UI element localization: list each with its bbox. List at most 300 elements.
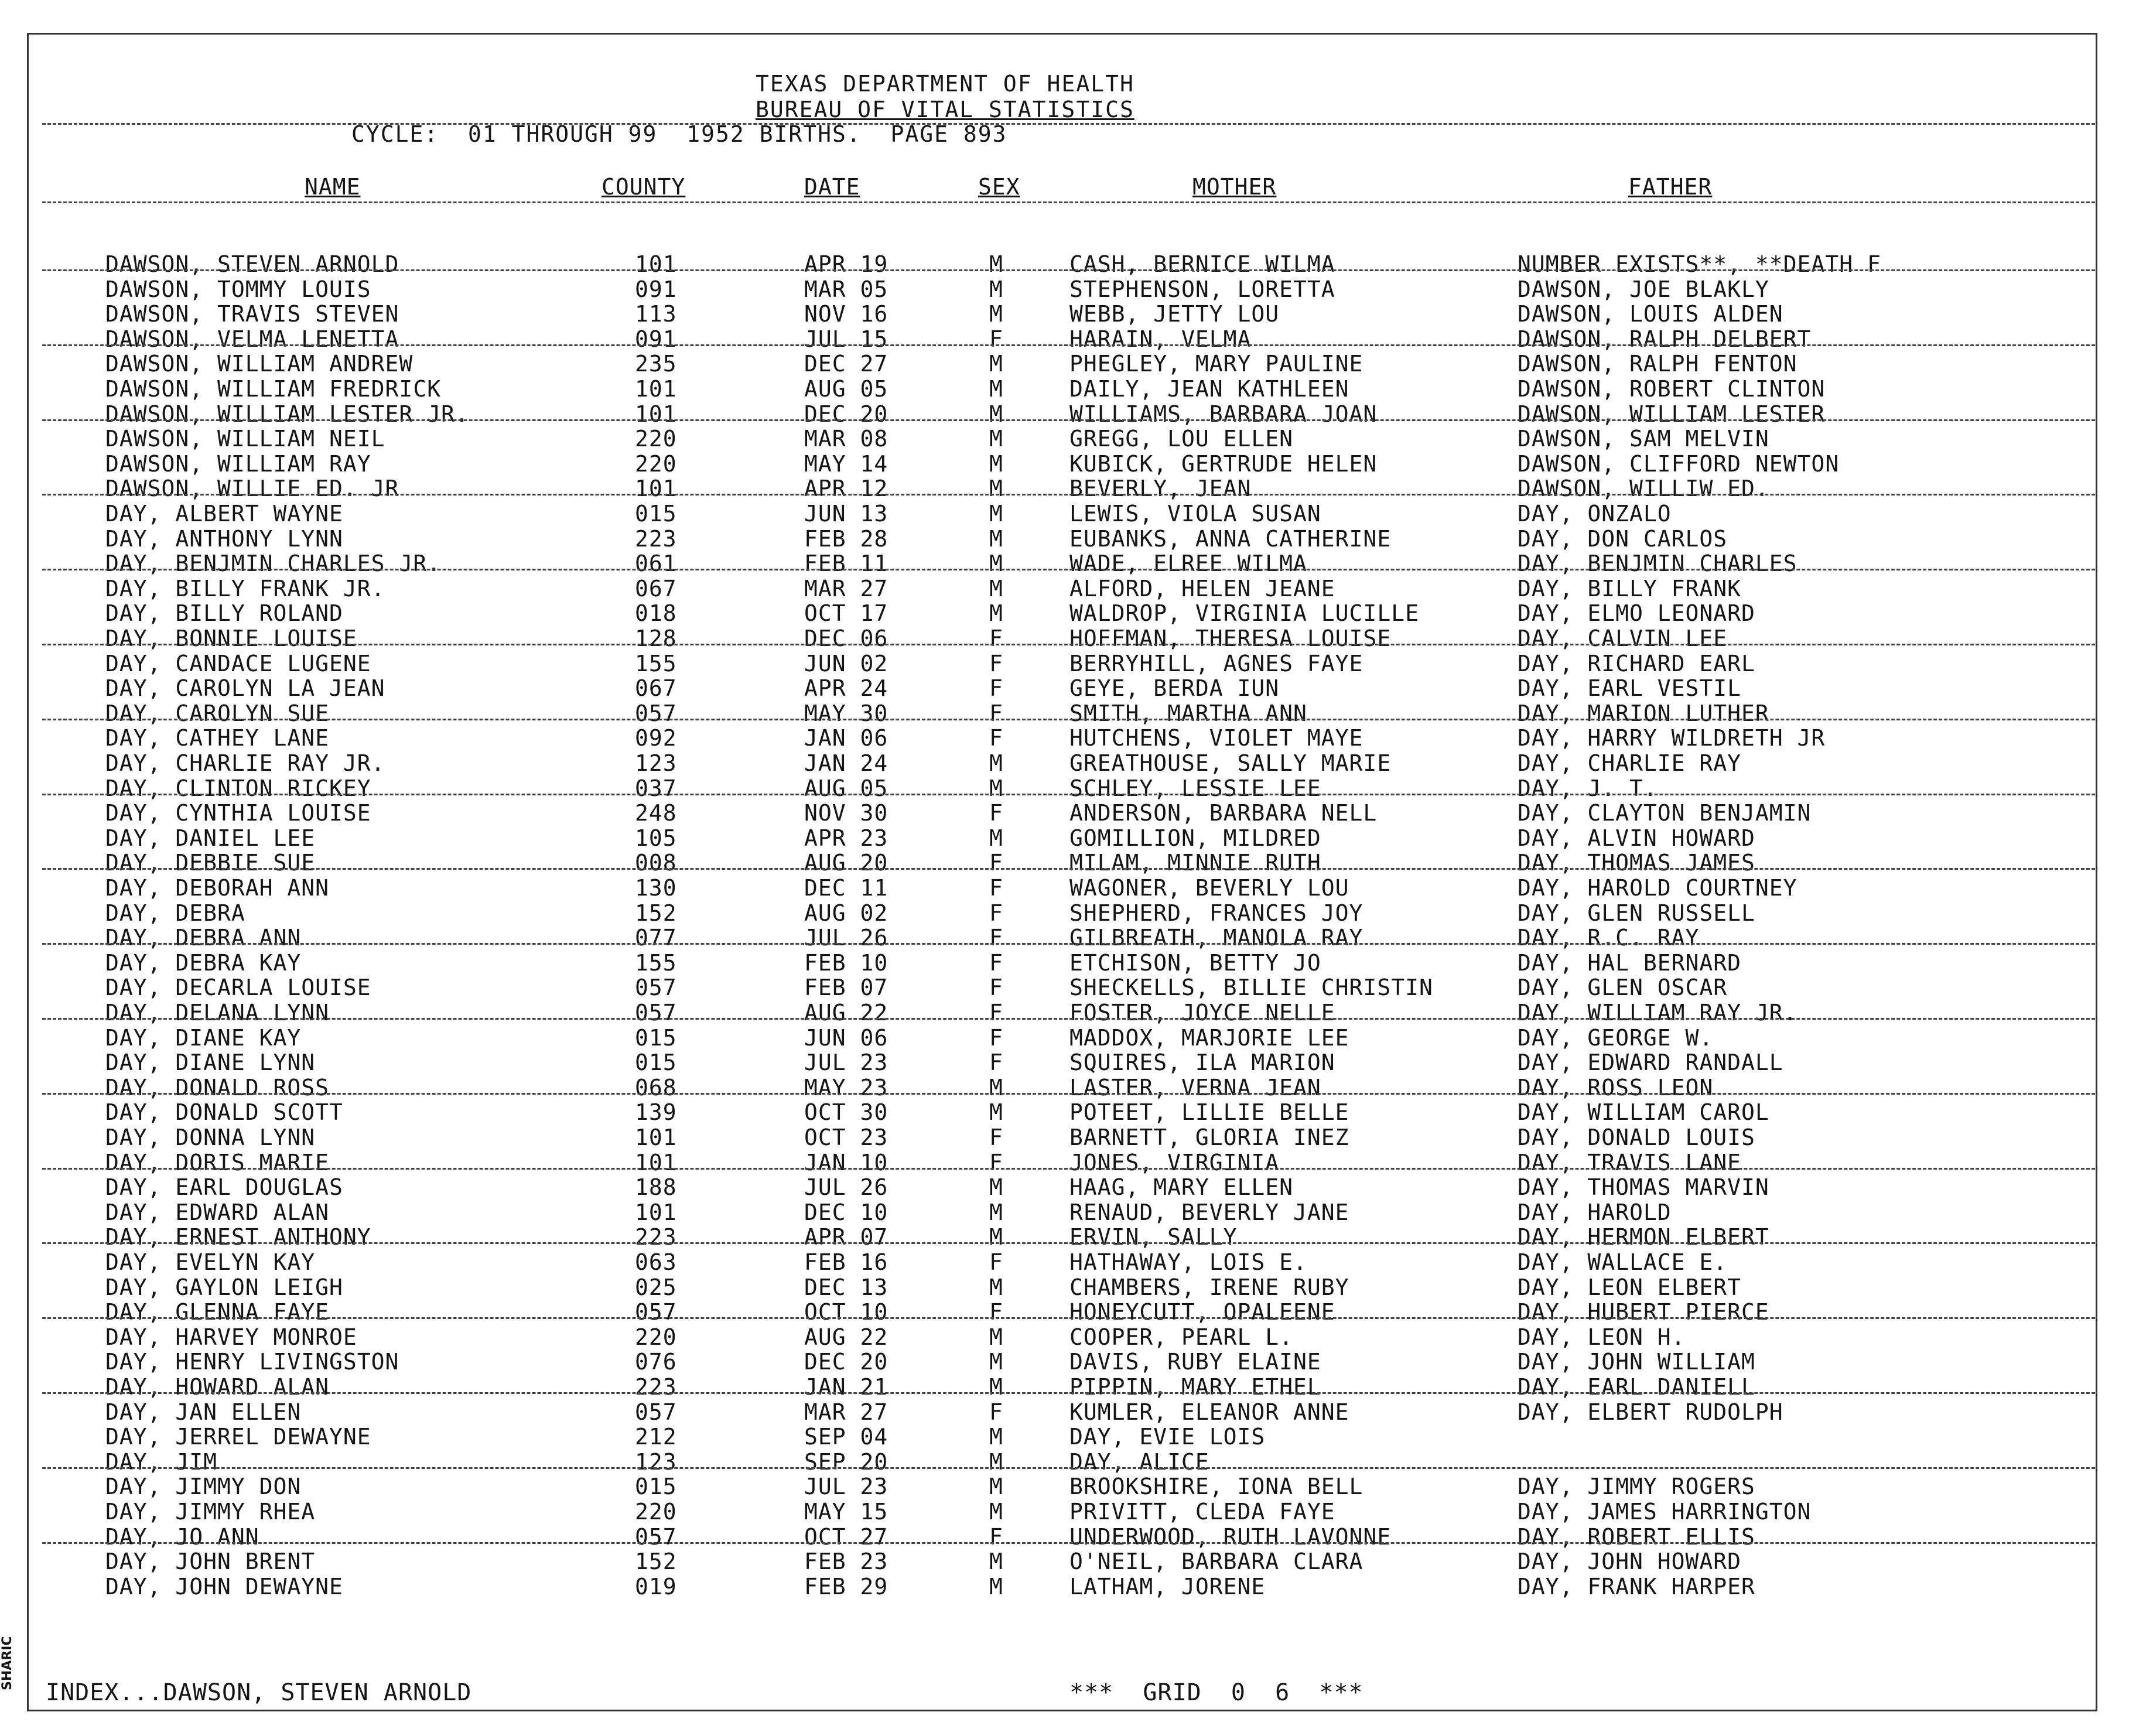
cell-mother: BEVERLY, JEAN [1069, 476, 1252, 502]
cell-date: DEC 06 [804, 626, 888, 651]
table-row [0, 1250, 2129, 1274]
cell-county: 091 [635, 326, 677, 352]
cell-name: DAY, DEBRA ANN [105, 925, 302, 951]
cell-mother: LATHAM, JORENE [1069, 1573, 1266, 1600]
cell-name: DAY, DEBBIE SUE [105, 850, 316, 876]
cell-county: 063 [635, 1249, 677, 1275]
cell-date: MAR 05 [804, 276, 888, 302]
cell-date: JUN 02 [804, 650, 888, 676]
cell-county: 155 [635, 949, 677, 976]
cell-sex: M [989, 1349, 1003, 1375]
cell-sex: F [989, 875, 1003, 901]
cell-name: DAY, DEBORAH ANN [105, 875, 330, 901]
cell-sex: M [989, 1074, 1003, 1101]
cell-mother: GREGG, LOU ELLEN [1069, 426, 1294, 452]
table-row [0, 1574, 2129, 1599]
cell-county: 223 [635, 1224, 677, 1250]
cell-mother: SMITH, MARTHA ANN [1069, 700, 1307, 726]
cell-father: DAY, LEON ELBERT [1518, 1274, 1742, 1300]
cell-sex: M [989, 1224, 1003, 1250]
cell-father: DAY, THOMAS MARVIN [1518, 1174, 1769, 1201]
cell-name: DAY, CANDACE LUGENE [105, 650, 371, 676]
cell-sex: M [989, 251, 1003, 277]
cell-name: DAY, JOHN BRENT [105, 1549, 316, 1575]
cell-county: 067 [635, 575, 677, 602]
cell-name: DAWSON, WILLIAM NEIL [105, 426, 385, 452]
cell-sex: M [989, 450, 1003, 477]
cell-date: APR 12 [804, 476, 888, 502]
cell-date: MAY 23 [804, 1074, 888, 1101]
cell-name: DAY, DIANE LYNN [105, 1050, 316, 1076]
cell-mother: O'NEIL, BARBARA CLARA [1069, 1549, 1363, 1575]
cell-name: DAY, BILLY FRANK JR. [105, 575, 385, 602]
cell-mother: GREATHOUSE, SALLY MARIE [1069, 750, 1392, 776]
cell-mother: LASTER, VERNA JEAN [1069, 1074, 1321, 1101]
table-row [0, 1325, 2129, 1349]
cell-sex: F [989, 1249, 1003, 1275]
table-row [0, 1474, 2129, 1499]
cell-mother: JONES, VIRGINIA [1069, 1149, 1280, 1175]
cell-name: DAWSON, STEVEN ARNOLD [105, 251, 399, 277]
cell-mother: HOFFMAN, THERESA LOUISE [1069, 626, 1392, 651]
cell-sex: F [989, 1024, 1003, 1051]
table-row [0, 925, 2129, 950]
cell-mother: DAVIS, RUBY ELAINE [1069, 1349, 1321, 1375]
cell-date: JAN 10 [804, 1149, 888, 1175]
cell-father: DAY, HAROLD COURTNEY [1518, 875, 1797, 901]
cell-date: AUG 22 [804, 1324, 888, 1350]
cell-date: JUL 26 [804, 925, 888, 951]
cell-mother: GILBREATH, MANOLA RAY [1069, 925, 1363, 951]
cell-sex: M [989, 825, 1003, 851]
cell-county: 220 [635, 426, 677, 452]
cell-date: FEB 28 [804, 525, 888, 552]
cell-father: DAY, ELBERT RUDOLPH [1518, 1399, 1783, 1425]
cell-mother: PIPPIN, MARY ETHEL [1069, 1374, 1321, 1400]
cell-father: DAWSON, ROBERT CLINTON [1518, 376, 1826, 402]
cell-sex: M [989, 376, 1003, 402]
cell-mother: DAILY, JEAN KATHLEEN [1069, 376, 1349, 402]
cell-county: 057 [635, 975, 677, 1001]
cell-mother: FOSTER, JOYCE NELLE [1069, 1000, 1335, 1026]
cell-name: DAY, CYNTHIA LOUISE [105, 800, 371, 826]
table-row [0, 1100, 2129, 1125]
cell-sex: F [989, 949, 1003, 976]
cell-county: 057 [635, 1523, 677, 1550]
cell-sex: M [989, 301, 1003, 327]
cell-name: DAY, CHARLIE RAY JR. [105, 750, 385, 776]
table-row [0, 1225, 2129, 1249]
cell-county: 188 [635, 1174, 677, 1201]
cell-county: 015 [635, 1024, 677, 1051]
cell-name: DAY, DONALD ROSS [105, 1074, 330, 1101]
cell-date: DEC 13 [804, 1274, 888, 1300]
cell-sex: M [989, 1199, 1003, 1225]
cell-father: DAWSON, WILLIW ED. [1518, 476, 1769, 502]
cell-mother: HONEYCUTT, OPALEENE [1069, 1299, 1335, 1325]
cell-county: 113 [635, 301, 677, 327]
cell-father: DAY, TRAVIS LANE [1518, 1149, 1742, 1175]
cell-sex: M [989, 476, 1003, 502]
cell-county: 220 [635, 1324, 677, 1350]
cell-name: DAY, JIM [105, 1448, 218, 1475]
cell-county: 018 [635, 600, 677, 627]
table-row [0, 1275, 2129, 1300]
cell-county: 139 [635, 1099, 677, 1126]
cell-county: 155 [635, 650, 677, 676]
table-row [0, 1125, 2129, 1150]
cell-father: DAY, CALVIN LEE [1518, 626, 1728, 651]
column-header-sex: SEX [978, 174, 1020, 200]
table-row [0, 1525, 2129, 1549]
cell-mother: KUBICK, GERTRUDE HELEN [1069, 450, 1378, 477]
column-header-date: DATE [804, 174, 860, 200]
cell-sex: F [989, 1050, 1003, 1076]
cell-date: DEC 11 [804, 875, 888, 901]
cell-county: 015 [635, 501, 677, 527]
cell-mother: COOPER, PEARL L. [1069, 1324, 1294, 1350]
cell-name: DAWSON, WILLIE ED. JR [105, 476, 399, 502]
cell-father: DAY, WALLACE E. [1518, 1249, 1728, 1275]
table-row [0, 826, 2129, 850]
table-row [0, 975, 2129, 1000]
cell-date: MAR 08 [804, 426, 888, 452]
cell-mother: WEBB, JETTY LOU [1069, 301, 1280, 327]
cell-date: MAY 14 [804, 450, 888, 477]
cell-father: DAY, FRANK HARPER [1518, 1573, 1755, 1600]
cell-name: DAY, DEBRA [105, 900, 245, 926]
table-row [0, 1000, 2129, 1025]
cell-name: DAY, JIMMY RHEA [105, 1499, 316, 1525]
cell-sex: M [989, 1573, 1003, 1600]
cell-sex: F [989, 1000, 1003, 1026]
cell-county: 101 [635, 401, 677, 427]
cell-date: JUN 13 [804, 501, 888, 527]
cell-name: DAWSON, TRAVIS STEVEN [105, 301, 399, 327]
table-row [0, 626, 2129, 651]
cell-sex: M [989, 351, 1003, 377]
cell-father: DAY, RICHARD EARL [1518, 650, 1755, 676]
cell-mother: SCHLEY, LESSIE LEE [1069, 775, 1321, 801]
cell-county: 235 [635, 351, 677, 377]
cell-sex: F [989, 725, 1003, 751]
cell-county: 091 [635, 276, 677, 302]
cell-sex: F [989, 626, 1003, 651]
cell-date: JAN 24 [804, 750, 888, 776]
cell-name: DAY, HENRY LIVINGSTON [105, 1349, 399, 1375]
cell-mother: EUBANKS, ANNA CATHERINE [1069, 525, 1392, 552]
cell-sex: F [989, 326, 1003, 352]
cell-county: 068 [635, 1074, 677, 1101]
cell-name: DAY, EVELYN KAY [105, 1249, 316, 1275]
cell-sex: M [989, 775, 1003, 801]
cell-name: DAY, HARVEY MONROE [105, 1324, 357, 1350]
table-row [0, 1375, 2129, 1399]
cell-county: 152 [635, 1549, 677, 1575]
cell-sex: M [989, 1474, 1003, 1500]
cell-county: 101 [635, 1125, 677, 1150]
cell-county: 101 [635, 251, 677, 277]
cell-father: DAY, HARRY WILDRETH JR [1518, 725, 1826, 751]
table-row [0, 1300, 2129, 1324]
cell-name: DAY, JIMMY DON [105, 1474, 302, 1500]
cell-county: 101 [635, 1149, 677, 1175]
cell-name: DAY, EARL DOUGLAS [105, 1174, 343, 1201]
cell-father: DAY, GLEN OSCAR [1518, 975, 1728, 1001]
table-row [0, 351, 2129, 376]
cell-sex: F [989, 700, 1003, 726]
cell-date: APR 24 [804, 675, 888, 702]
cell-sex: F [989, 800, 1003, 826]
cell-sex: F [989, 975, 1003, 1001]
cell-county: 057 [635, 1000, 677, 1026]
table-row [0, 801, 2129, 825]
cell-date: SEP 04 [804, 1424, 888, 1450]
table-row [0, 1424, 2129, 1449]
cell-name: DAY, CAROLYN SUE [105, 700, 330, 726]
table-row [0, 1349, 2129, 1374]
cell-father: NUMBER EXISTS**, **DEATH F [1518, 251, 1881, 277]
cell-name: DAY, DECARLA LOUISE [105, 975, 371, 1001]
cell-mother: STEPHENSON, LORETTA [1069, 276, 1335, 302]
cell-date: AUG 05 [804, 376, 888, 402]
cell-mother: SQUIRES, ILA MARION [1069, 1050, 1335, 1076]
cell-sex: M [989, 551, 1003, 577]
cell-sex: F [989, 650, 1003, 676]
cell-date: JUL 26 [804, 1174, 888, 1201]
cell-name: DAY, DONNA LYNN [105, 1125, 316, 1150]
cell-father: DAY, EARL DANIELL [1518, 1374, 1755, 1400]
cell-mother: DAY, EVIE LOIS [1069, 1424, 1266, 1450]
table-row [0, 551, 2129, 576]
cell-name: DAWSON, VELMA LENETTA [105, 326, 399, 352]
cell-name: DAWSON, WILLIAM RAY [105, 450, 371, 477]
column-header-father: FATHER [1628, 174, 1713, 200]
table-row [0, 1026, 2129, 1050]
table-row [0, 426, 2129, 451]
table-row [0, 1450, 2129, 1474]
cell-name: DAY, HOWARD ALAN [105, 1374, 330, 1400]
cell-mother: MILAM, MINNIE RUTH [1069, 850, 1321, 876]
cell-county: 092 [635, 725, 677, 751]
cell-name: DAY, DANIEL LEE [105, 825, 316, 851]
cell-mother: DAY, ALICE [1069, 1448, 1209, 1475]
cell-date: MAR 27 [804, 1399, 888, 1425]
cell-county: 105 [635, 825, 677, 851]
table-row [0, 327, 2129, 351]
cell-father: DAWSON, SAM MELVIN [1518, 426, 1769, 452]
cell-date: JUL 23 [804, 1474, 888, 1500]
cell-county: 057 [635, 1299, 677, 1325]
cell-name: DAY, ANTHONY LYNN [105, 525, 343, 552]
cell-mother: ALFORD, HELEN JEANE [1069, 575, 1335, 602]
cell-name: DAWSON, WILLIAM FREDRICK [105, 376, 442, 402]
cell-sex: M [989, 1174, 1003, 1201]
cell-mother: GOMILLION, MILDRED [1069, 825, 1321, 851]
cell-date: JAN 21 [804, 1374, 888, 1400]
cell-date: OCT 27 [804, 1523, 888, 1550]
cell-father: DAY, HAROLD [1518, 1199, 1672, 1225]
cell-mother: GEYE, BERDA IUN [1069, 675, 1280, 702]
cell-sex: F [989, 1125, 1003, 1150]
cell-date: APR 23 [804, 825, 888, 851]
cell-mother: HAAG, MARY ELLEN [1069, 1174, 1294, 1201]
cell-county: 101 [635, 476, 677, 502]
footer-index: INDEX...DAWSON, STEVEN ARNOLD [46, 1679, 472, 1706]
cell-sex: F [989, 1399, 1003, 1425]
table-row [0, 476, 2129, 501]
table-row [0, 501, 2129, 526]
cell-date: DEC 10 [804, 1199, 888, 1225]
cell-date: JUL 23 [804, 1050, 888, 1076]
cell-county: 123 [635, 750, 677, 776]
cell-mother: BARNETT, GLORIA INEZ [1069, 1125, 1349, 1150]
table-row [0, 651, 2129, 676]
cell-county: 057 [635, 700, 677, 726]
cell-mother: RENAUD, BEVERLY JANE [1069, 1199, 1349, 1225]
cell-county: 128 [635, 626, 677, 651]
column-header-county: COUNTY [602, 174, 686, 200]
cell-sex: M [989, 750, 1003, 776]
cell-date: OCT 23 [804, 1125, 888, 1150]
table-row [0, 850, 2129, 875]
table-row [0, 576, 2129, 601]
table-row [0, 277, 2129, 302]
cell-name: DAY, ERNEST ANTHONY [105, 1224, 371, 1250]
table-row [0, 1050, 2129, 1075]
cell-name: DAY, CAROLYN LA JEAN [105, 675, 385, 702]
cell-father: DAY, R.C. RAY [1518, 925, 1700, 951]
cell-county: 008 [635, 850, 677, 876]
cell-date: MAY 15 [804, 1499, 888, 1525]
cell-father: DAY, DON CARLOS [1518, 525, 1728, 552]
cell-sex: F [989, 925, 1003, 951]
cell-father: DAY, GEORGE W. [1518, 1024, 1714, 1051]
cell-sex: M [989, 1424, 1003, 1450]
cell-name: DAY, DELANA LYNN [105, 1000, 330, 1026]
cell-father: DAY, JIMMY ROGERS [1518, 1474, 1755, 1500]
cell-mother: WAGONER, BEVERLY LOU [1069, 875, 1349, 901]
cell-name: DAY, JOHN DEWAYNE [105, 1573, 343, 1600]
cell-sex: M [989, 401, 1003, 427]
cell-father: DAY, ROBERT ELLIS [1518, 1523, 1755, 1550]
cell-date: FEB 29 [804, 1573, 888, 1600]
cell-date: MAR 27 [804, 575, 888, 602]
table-row [0, 726, 2129, 750]
cell-sex: F [989, 850, 1003, 876]
cell-father: DAWSON, CLIFFORD NEWTON [1518, 450, 1840, 477]
cell-father: DAY, GLEN RUSSELL [1518, 900, 1755, 926]
cell-mother: ERVIN, SALLY [1069, 1224, 1238, 1250]
cell-mother: BERRYHILL, AGNES FAYE [1069, 650, 1363, 676]
cell-county: 223 [635, 1374, 677, 1400]
cell-county: 057 [635, 1399, 677, 1425]
cell-mother: PHEGLEY, MARY PAULINE [1069, 351, 1363, 377]
cell-father: DAY, MARION LUTHER [1518, 700, 1769, 726]
cell-sex: M [989, 575, 1003, 602]
cell-father: DAY, BENJMIN CHARLES [1518, 551, 1797, 577]
table-row [0, 1400, 2129, 1424]
cell-name: DAY, EDWARD ALAN [105, 1199, 330, 1225]
cell-sex: M [989, 1448, 1003, 1475]
cell-county: 019 [635, 1573, 677, 1600]
cell-sex: F [989, 1523, 1003, 1550]
cell-name: DAY, JO ANN [105, 1523, 259, 1550]
cell-father: DAY, HAL BERNARD [1518, 949, 1742, 976]
cell-date: FEB 23 [804, 1549, 888, 1575]
cell-county: 223 [635, 525, 677, 552]
table-row [0, 252, 2129, 276]
cell-sex: M [989, 1549, 1003, 1575]
cell-mother: ANDERSON, BARBARA NELL [1069, 800, 1378, 826]
table-row [0, 377, 2129, 401]
cell-father: DAY, JAMES HARRINGTON [1518, 1499, 1812, 1525]
cell-mother: SHECKELLS, BILLIE CHRISTIN [1069, 975, 1433, 1001]
table-row [0, 1200, 2129, 1225]
cell-name: DAY, BENJMIN CHARLES JR. [105, 551, 442, 577]
cell-father: DAY, J. T. [1518, 775, 1658, 801]
cell-date: AUG 22 [804, 1000, 888, 1026]
cell-mother: HUTCHENS, VIOLET MAYE [1069, 725, 1363, 751]
cell-name: DAY, CATHEY LANE [105, 725, 330, 751]
cell-father: DAWSON, LOUIS ALDEN [1518, 301, 1783, 327]
cell-county: 220 [635, 1499, 677, 1525]
cell-father: DAY, JOHN WILLIAM [1518, 1349, 1755, 1375]
cell-mother: HARAIN, VELMA [1069, 326, 1252, 352]
cell-name: DAWSON, WILLIAM ANDREW [105, 351, 414, 377]
cell-mother: WILLIAMS, BARBARA JOAN [1069, 401, 1378, 427]
cell-county: 077 [635, 925, 677, 951]
cell-mother: UNDERWOOD, RUTH LAVONNE [1069, 1523, 1392, 1550]
column-header-mother: MOTHER [1192, 174, 1277, 200]
cell-father: DAY, DONALD LOUIS [1518, 1125, 1755, 1150]
cell-mother: HATHAWAY, LOIS E. [1069, 1249, 1307, 1275]
cell-date: FEB 07 [804, 975, 888, 1001]
table-row [0, 676, 2129, 700]
cell-father: DAWSON, JOE BLAKLY [1518, 276, 1769, 302]
cell-date: DEC 20 [804, 401, 888, 427]
cell-father: DAY, ONZALO [1518, 501, 1672, 527]
table-row [0, 1499, 2129, 1524]
cell-name: DAY, ALBERT WAYNE [105, 501, 343, 527]
cell-sex: M [989, 1324, 1003, 1350]
cell-mother: POTEET, LILLIE BELLE [1069, 1099, 1349, 1126]
cell-father: DAY, WILLIAM RAY JR. [1518, 1000, 1797, 1026]
cell-sex: M [989, 1374, 1003, 1400]
cell-sex: M [989, 1499, 1003, 1525]
cell-father: DAY, EDWARD RANDALL [1518, 1050, 1783, 1076]
cell-date: OCT 17 [804, 600, 888, 627]
cell-county: 101 [635, 1199, 677, 1225]
cell-date: JUL 15 [804, 326, 888, 352]
cell-sex: F [989, 1149, 1003, 1175]
cell-sex: M [989, 1274, 1003, 1300]
cell-name: DAY, JERREL DEWAYNE [105, 1424, 371, 1450]
table-row [0, 951, 2129, 975]
cell-county: 015 [635, 1474, 677, 1500]
table-row [0, 402, 2129, 426]
cell-date: SEP 20 [804, 1448, 888, 1475]
cell-date: AUG 02 [804, 900, 888, 926]
cell-mother: CASH, BERNICE WILMA [1069, 251, 1335, 277]
cell-date: AUG 05 [804, 775, 888, 801]
cell-father: DAWSON, RALPH FENTON [1518, 351, 1797, 377]
cell-mother: SHEPHERD, FRANCES JOY [1069, 900, 1363, 926]
cell-name: DAY, DORIS MARIE [105, 1149, 330, 1175]
cell-sex: F [989, 675, 1003, 702]
cell-name: DAY, DONALD SCOTT [105, 1099, 343, 1126]
cell-date: FEB 10 [804, 949, 888, 976]
